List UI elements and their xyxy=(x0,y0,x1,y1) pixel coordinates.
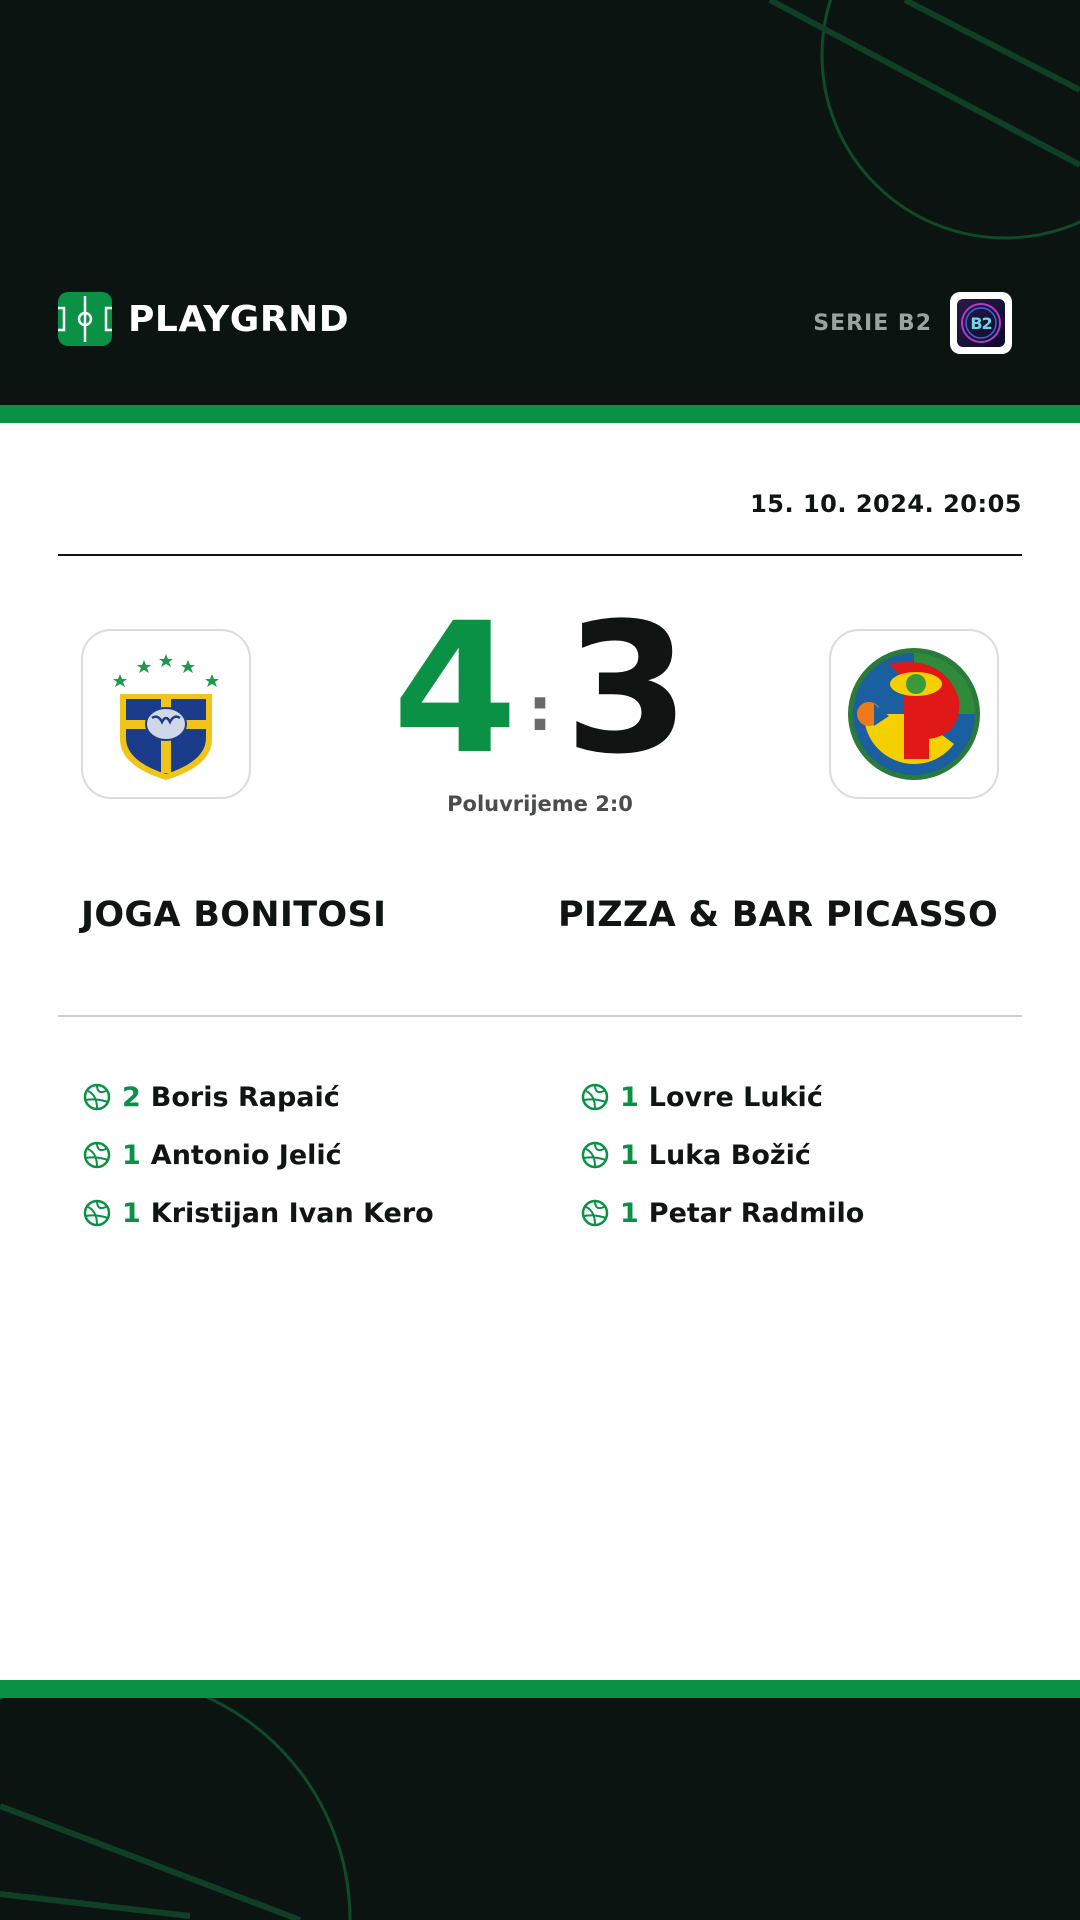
football-icon xyxy=(580,1082,610,1112)
player-name: Lovre Lukić xyxy=(648,1081,823,1113)
brazil-shield-crest-icon xyxy=(106,644,226,784)
scorer-row xyxy=(82,1068,434,1126)
scorer-row xyxy=(82,1126,434,1184)
away-score: 3 xyxy=(564,585,690,794)
football-icon xyxy=(82,1140,112,1170)
pitch-lines-decoration xyxy=(0,1698,1080,1920)
picasso-round-crest-icon xyxy=(844,644,984,784)
scorer-row xyxy=(82,1184,434,1242)
home-scorers-list xyxy=(82,1068,434,1242)
football-pitch-icon xyxy=(58,292,112,346)
football-icon xyxy=(580,1198,610,1228)
away-scorers-list xyxy=(580,1068,864,1242)
league-name: SERIE B2 xyxy=(813,310,932,336)
accent-stripe-top xyxy=(0,405,1080,423)
goal-count: 2 xyxy=(122,1081,141,1113)
league-info xyxy=(813,292,1012,354)
halftime-score: Poluvrijeme 2:0 xyxy=(447,792,633,816)
league-badge xyxy=(950,292,1012,354)
score-separator: : xyxy=(528,675,552,745)
header-band xyxy=(0,0,1080,405)
player-name: Antonio Jelić xyxy=(150,1139,342,1171)
brand[interactable] xyxy=(58,292,349,346)
home-team-name: JOGA BONITOSI xyxy=(81,895,387,935)
football-icon xyxy=(82,1198,112,1228)
away-team-crest xyxy=(829,629,999,799)
league-badge-text: B2 xyxy=(970,313,992,333)
player-name: Luka Božić xyxy=(648,1139,811,1171)
player-name: Boris Rapaić xyxy=(150,1081,340,1113)
accent-stripe-bottom xyxy=(0,1680,1080,1698)
away-team-name: PIZZA & BAR PICASSO xyxy=(557,895,998,935)
league-logo-icon xyxy=(957,299,1005,347)
goal-count: 1 xyxy=(122,1139,141,1171)
scorer-row xyxy=(580,1068,864,1126)
player-name: Petar Radmilo xyxy=(648,1197,865,1229)
brand-name: PLAYGRND xyxy=(128,298,350,340)
divider-light xyxy=(58,1015,1022,1017)
goal-count: 1 xyxy=(122,1197,141,1229)
scorer-row xyxy=(580,1184,864,1242)
goal-count: 1 xyxy=(620,1197,639,1229)
home-team-crest xyxy=(81,629,251,799)
home-score: 4 xyxy=(392,585,518,794)
scorer-row xyxy=(580,1126,864,1184)
match-datetime: 15. 10. 2024. 20:05 xyxy=(750,490,1022,518)
footer-band xyxy=(0,1698,1080,1920)
player-name: Kristijan Ivan Kero xyxy=(150,1197,434,1229)
goal-count: 1 xyxy=(620,1081,639,1113)
goal-count: 1 xyxy=(620,1139,639,1171)
football-icon xyxy=(580,1140,610,1170)
football-icon xyxy=(82,1082,112,1112)
divider xyxy=(58,554,1022,556)
